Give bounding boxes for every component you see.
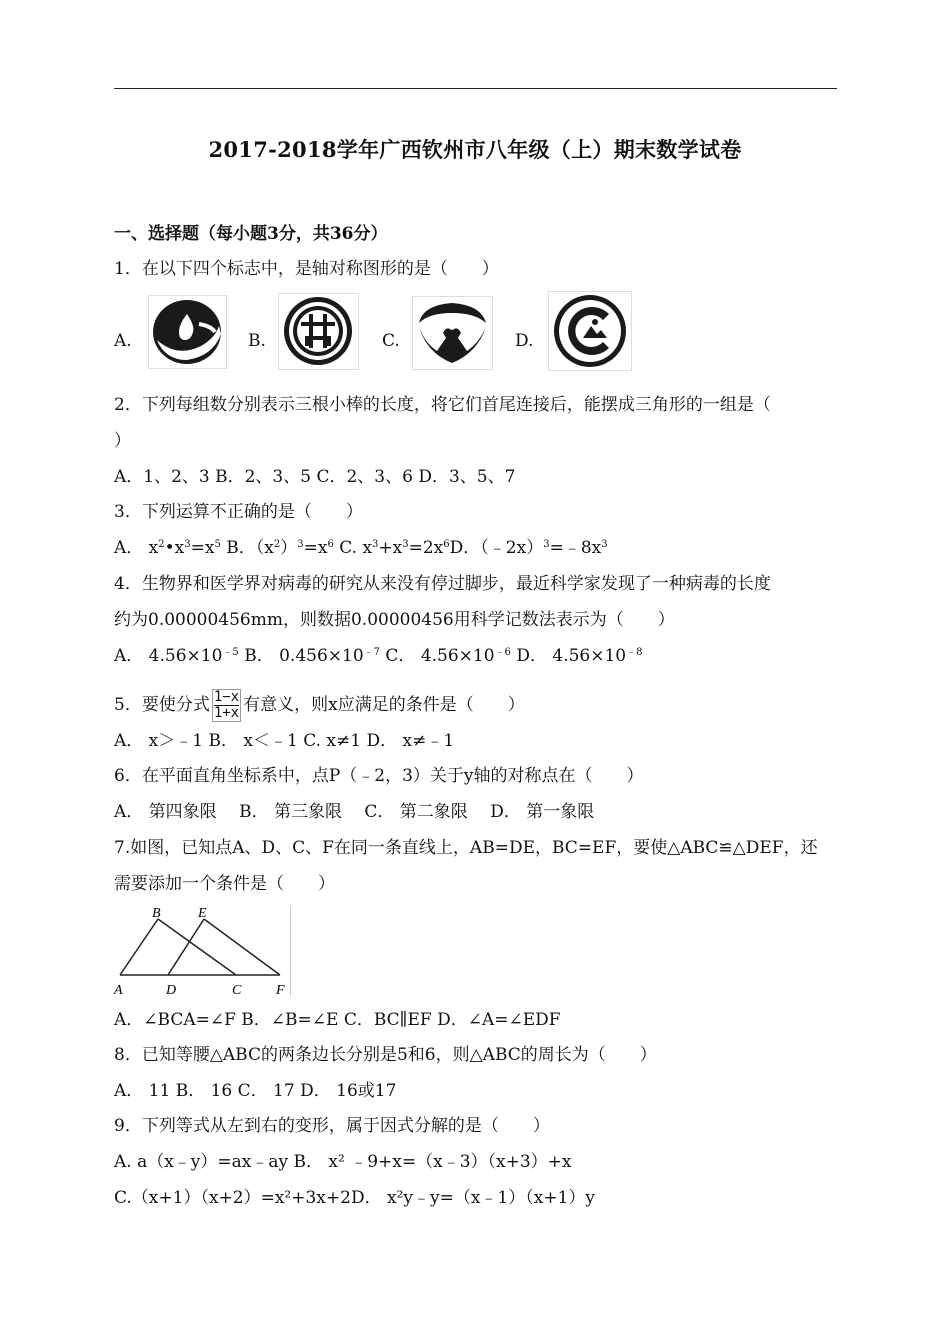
fraction: $\frac{1-x}{1+x}$ xyxy=(213,689,240,721)
question-7-stem: 7.如图，已知点A、D、C、F在同一条直线上，AB=DE，BC=EF，要使△ABC≌△DEF，还 xyxy=(114,838,818,858)
question-9-stem: 9．下列等式从左到右的变形，属于因式分解的是（ ） xyxy=(114,1116,550,1136)
figure-line-ef xyxy=(204,919,280,975)
q1-logo-d-icon xyxy=(548,291,632,371)
question-4-stem: 4．生物界和医学界对病毒的研究从来没有停过脚步，最近科学家发现了一种病毒的长度 xyxy=(114,574,771,594)
question-2-options: A．1、2、3 B．2、3、5 C．2、3、6 D．3、5、7 xyxy=(114,467,516,487)
question-9-options-row1: A. a（x﹣y）=ax﹣ay B． x² ﹣9+x=（x﹣3）（x+3）+x xyxy=(114,1152,572,1172)
q1-logo-b-icon xyxy=(278,293,359,370)
page-title: 2017-2018学年广西钦州市八年级（上）期末数学试卷 xyxy=(208,137,742,162)
q1-option-c-label: C. xyxy=(382,331,400,351)
label-f: F xyxy=(276,983,285,997)
question-4-options: A． $4.56\times 10^{﹣5}$ B． $0.456\times 10^{﹣7}$ C． $4.56\times 10^{﹣6}$ D． $4.56\times 10^{﹣8}$ xyxy=(114,646,643,666)
figure-line-bc xyxy=(158,919,236,975)
question-1-stem: 1．在以下四个标志中，是轴对称图形的是（ ） xyxy=(114,259,499,279)
question-7-options: A．∠BCA=∠F B．∠B=∠E C．BC∥EF D．∠A=∠EDF xyxy=(114,1010,561,1030)
q7-triangle-figure xyxy=(112,905,291,997)
q1-logo-a-icon xyxy=(148,295,227,369)
q1-option-d-label: D. xyxy=(515,331,534,351)
question-5-stem: 5．要使分式 $\frac{1-x}{1+x}$ 有意义，则x应满足的条件是（ ） xyxy=(114,689,525,721)
q1-option-b-label: B. xyxy=(248,331,266,351)
label-b: B xyxy=(152,906,161,921)
question-6-options: A． 第四象限 B． 第三象限 C． 第二象限 D． 第一象限 xyxy=(114,802,595,822)
figure-line-ab xyxy=(120,919,158,975)
header-rule xyxy=(114,88,837,89)
label-a: A xyxy=(114,983,123,997)
q1-logo-c-icon xyxy=(412,296,493,370)
label-e: E xyxy=(198,906,207,921)
question-6-stem: 6．在平面直角坐标系中，点P（﹣2，3）关于y轴的对称点在（ ） xyxy=(114,766,644,786)
question-7-stem-cont: 需要添加一个条件是（ ） xyxy=(114,874,335,894)
question-2-stem-cont: ） xyxy=(114,431,131,451)
q1-option-a-label: A. xyxy=(114,331,132,351)
figure-line-de xyxy=(168,919,204,975)
question-5-options: A． x＞﹣1 B． x＜﹣1 C. x≠1 D． x≠﹣1 xyxy=(114,731,455,751)
label-c: C xyxy=(232,983,242,997)
question-3-stem: 3．下列运算不正确的是（ ） xyxy=(114,502,363,522)
question-9-options-row2: C.（x+1）（x+2）=x²+3x+2D． x²y﹣y=（x﹣1）（x+1）y xyxy=(114,1188,595,1208)
question-8-stem: 8．已知等腰△ABC的两条边长分别是5和6，则△ABC的周长为（ ） xyxy=(114,1045,657,1065)
question-8-options: A． 11 B． 16 C． 17 D． 16或17 xyxy=(114,1081,397,1101)
question-2-stem: 2．下列每组数分别表示三根小棒的长度，将它们首尾连接后，能摆成三角形的一组是（ xyxy=(114,395,771,415)
label-d: D xyxy=(166,983,177,997)
question-4-stem-cont: 约为0.00000456mm，则数据0.00000456用科学记数法表示为（ ） xyxy=(114,610,675,630)
section-heading: 一、选择题（每小题3分，共36分） xyxy=(114,224,388,244)
question-3-options: A． $x^2•x^3=x^5$ B．$(x^2)^3=x^6$ C. $x^3+x^3=2x^6D$．$(﹣2x)^3=﹣8x^3$ xyxy=(114,538,608,558)
